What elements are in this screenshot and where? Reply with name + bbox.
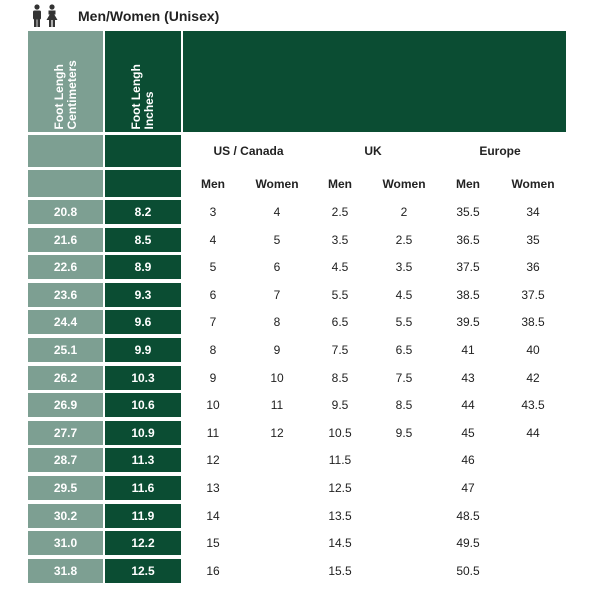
eu-men-cell: 43	[461, 371, 475, 385]
eu-women-cell: 42	[526, 371, 540, 385]
uk-men-cell: 9.5	[331, 398, 349, 412]
us-men-cell: 11	[206, 426, 220, 440]
eu-women-cell: 35	[526, 233, 540, 247]
uk-women-cell: 4.5	[395, 288, 413, 302]
uk-women-cell: 7.5	[395, 371, 413, 385]
inches-cell: 11.3	[105, 448, 181, 472]
cm-spacer	[28, 170, 103, 197]
inches-cell: 10.6	[105, 393, 181, 417]
uk-women-heading: Women	[382, 177, 426, 191]
cm-cell: 24.4	[28, 310, 103, 334]
inches-column-header	[105, 31, 181, 132]
us-men-heading: Men	[201, 177, 225, 191]
eu-men-cell: 44	[461, 398, 475, 412]
chart-header	[30, 4, 219, 28]
inches-spacer	[105, 170, 181, 197]
eu-men-cell: 46	[461, 453, 475, 467]
inches-cell: 12.5	[105, 559, 181, 583]
uk-men-cell: 6.5	[331, 315, 349, 329]
us-men-cell: 3	[209, 205, 217, 219]
us-women-cell: 11	[270, 398, 284, 412]
us-women-heading: Women	[255, 177, 299, 191]
eu-men-cell: 45	[461, 426, 475, 440]
uk-women-cell: 3.5	[395, 260, 413, 274]
eu-women-cell: 43.5	[521, 398, 545, 412]
uk-men-cell: 12.5	[328, 481, 352, 495]
us-men-cell: 9	[209, 371, 217, 385]
us-women-cell: 4	[273, 205, 281, 219]
uk-men-cell: 8.5	[331, 371, 349, 385]
eu-men-cell: 48.5	[456, 509, 480, 523]
uk-men-cell: 2.5	[331, 205, 349, 219]
us-men-cell: 10	[206, 398, 220, 412]
inches-cell: 8.5	[105, 228, 181, 252]
cm-cell: 31.0	[28, 531, 103, 555]
inches-cell: 11.9	[105, 504, 181, 528]
uk-men-cell: 15.5	[328, 564, 352, 578]
cm-cell: 21.6	[28, 228, 103, 252]
uk-men-cell: 7.5	[331, 343, 349, 357]
eu-women-cell: 40	[526, 343, 540, 357]
cm-cell: 29.5	[28, 476, 103, 500]
cm-cell: 27.7	[28, 421, 103, 445]
eu-women-cell: 36	[526, 260, 540, 274]
uk-women-cell: 2	[400, 205, 408, 219]
eu-women-heading: Women	[511, 177, 555, 191]
inches-cell: 12.2	[105, 531, 181, 555]
inches-cell: 9.3	[105, 283, 181, 307]
inches-cell: 8.9	[105, 255, 181, 279]
us-men-cell: 5	[209, 260, 217, 274]
uk-men-cell: 13.5	[328, 509, 352, 523]
us-women-cell: 6	[273, 260, 281, 274]
uk-women-cell: 5.5	[395, 315, 413, 329]
uk-men-cell: 10.5	[328, 426, 352, 440]
uk-women-cell: 2.5	[395, 233, 413, 247]
us-men-cell: 14	[206, 509, 220, 523]
eu-men-cell: 35.5	[456, 205, 480, 219]
us-canada-heading: US / Canada	[213, 144, 284, 158]
eu-women-cell: 38.5	[521, 315, 545, 329]
uk-men-cell: 14.5	[328, 536, 352, 550]
inches-spacer	[105, 135, 181, 167]
cm-cell: 30.2	[28, 504, 103, 528]
us-men-cell: 6	[209, 288, 217, 302]
cm-cell: 28.7	[28, 448, 103, 472]
eu-men-heading: Men	[456, 177, 480, 191]
eu-men-cell: 41	[461, 343, 475, 357]
inches-cell: 9.6	[105, 310, 181, 334]
uk-women-cell: 9.5	[395, 426, 413, 440]
man-woman-icon	[30, 4, 60, 28]
cm-cell: 20.8	[28, 200, 103, 224]
uk-women-cell: 8.5	[395, 398, 413, 412]
uk-men-cell: 4.5	[331, 260, 349, 274]
us-women-cell: 12	[270, 426, 284, 440]
inches-cell: 9.9	[105, 338, 181, 362]
eu-men-cell: 39.5	[456, 315, 480, 329]
page-title: Men/Women (Unisex)	[78, 8, 220, 24]
us-men-cell: 12	[206, 453, 220, 467]
us-men-cell: 8	[209, 343, 217, 357]
cm-spacer	[28, 135, 103, 167]
uk-men-cell: 3.5	[331, 233, 349, 247]
uk-women-cell: 6.5	[395, 343, 413, 357]
inches-column-label: Foot Lengh Inches	[129, 63, 156, 129]
uk-men-heading: Men	[328, 177, 352, 191]
us-men-cell: 15	[206, 536, 220, 550]
europe-heading: Europe	[479, 144, 521, 158]
eu-women-cell: 34	[526, 205, 540, 219]
eu-men-cell: 37.5	[456, 260, 480, 274]
us-women-cell: 8	[273, 315, 281, 329]
eu-women-cell: 44	[526, 426, 540, 440]
eu-men-cell: 36.5	[456, 233, 480, 247]
cm-cell: 22.6	[28, 255, 103, 279]
uk-men-cell: 11.5	[328, 453, 352, 467]
us-women-cell: 9	[273, 343, 281, 357]
inches-cell: 10.9	[105, 421, 181, 445]
cm-cell: 26.2	[28, 366, 103, 390]
us-men-cell: 16	[206, 564, 220, 578]
cm-cell: 23.6	[28, 283, 103, 307]
cm-cell: 31.8	[28, 559, 103, 583]
inches-cell: 11.6	[105, 476, 181, 500]
us-women-cell: 10	[270, 371, 284, 385]
eu-men-cell: 38.5	[456, 288, 480, 302]
eu-men-cell: 50.5	[456, 564, 480, 578]
us-men-cell: 13	[206, 481, 220, 495]
inches-cell: 10.3	[105, 366, 181, 390]
us-women-cell: 5	[273, 233, 281, 247]
us-women-cell: 7	[273, 288, 281, 302]
uk-heading: UK	[364, 144, 382, 158]
eu-women-cell: 37.5	[521, 288, 545, 302]
us-men-cell: 4	[209, 233, 217, 247]
cm-column-header	[28, 31, 103, 132]
cm-column-label: Foot Lengh Centimeters	[51, 59, 79, 129]
eu-men-cell: 47	[461, 481, 475, 495]
inches-cell: 8.2	[105, 200, 181, 224]
cm-cell: 25.1	[28, 338, 103, 362]
us-men-cell: 7	[209, 315, 217, 329]
eu-men-cell: 49.5	[456, 536, 480, 550]
cm-cell: 26.9	[28, 393, 103, 417]
uk-men-cell: 5.5	[331, 288, 349, 302]
header-banner	[183, 31, 566, 132]
